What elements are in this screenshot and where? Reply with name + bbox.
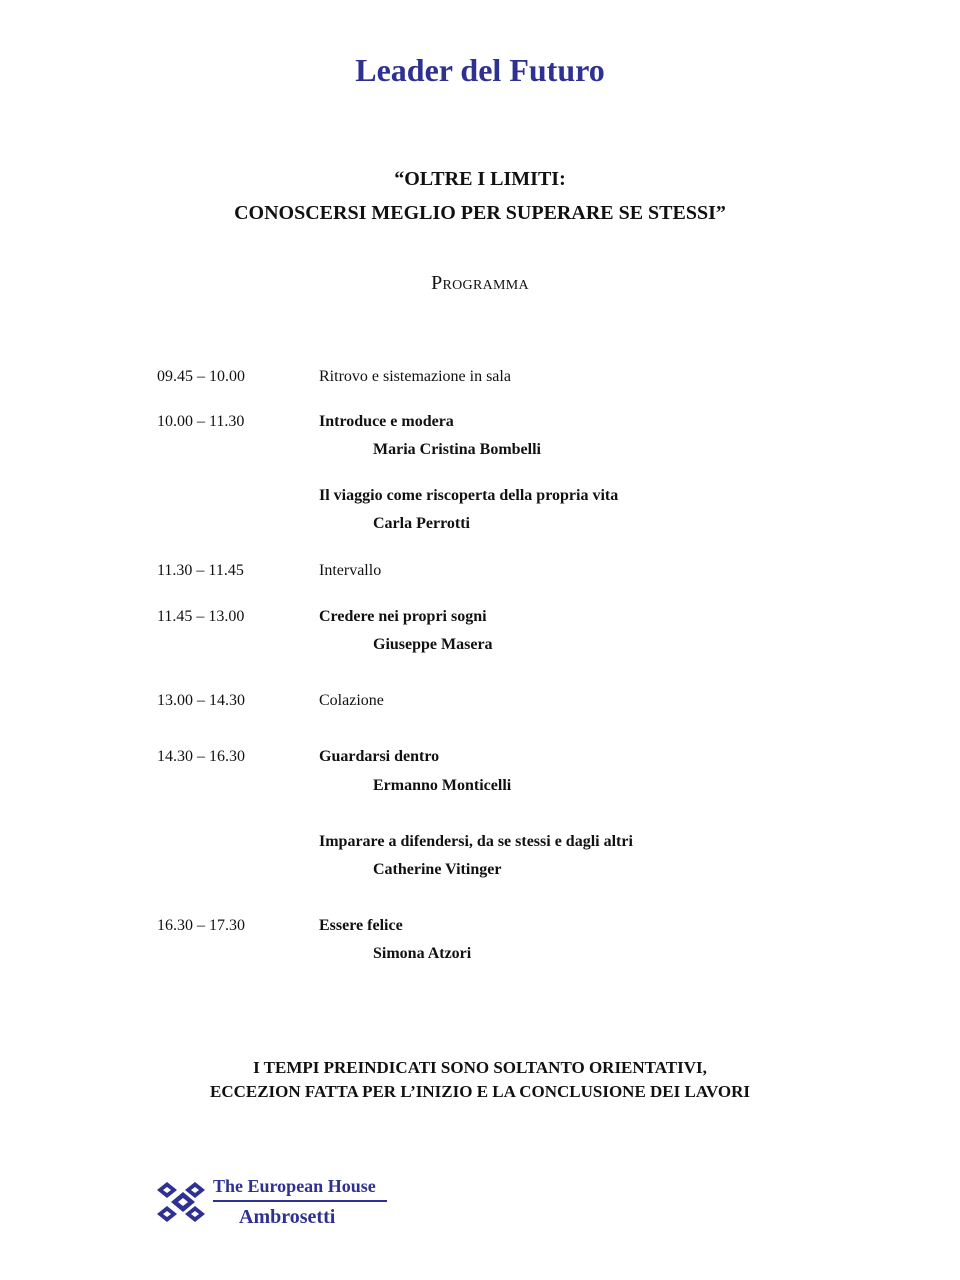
schedule-speaker: Maria Cristina Bombelli [373,441,541,458]
subtitle-line-2: CONOSCERSI MEGLIO PER SUPERARE SE STESSI” [234,202,726,224]
schedule-time: 13.00 – 14.30 [157,692,245,709]
schedule-speaker: Catherine Vitinger [373,861,502,878]
schedule-speaker: Giuseppe Masera [373,636,493,653]
schedule-item: Il viaggio come riscoperta della propria vita [319,487,619,504]
schedule-time: 16.30 – 17.30 [157,917,245,934]
schedule-item: Guardarsi dentro [319,748,440,765]
schedule-item: Imparare a difendersi, da se stessi e dagli altri [319,833,633,850]
logo-text-line-2: Ambrosetti [239,1206,336,1228]
page-title: Leader del Futuro [355,52,605,88]
logo-text-line-1: The European House [213,1176,376,1196]
schedule-time: 11.30 – 11.45 [157,562,244,579]
schedule-item: Ritrovo e sistemazione in sala [319,368,511,385]
timing-notice [0,1056,960,1104]
schedule-item: Introduce e modera [319,413,454,430]
schedule-speaker: Ermanno Monticelli [373,777,512,794]
schedule-time: 10.00 – 11.30 [157,413,245,430]
ambrosetti-logo-icon [155,1180,207,1224]
subtitle-line-1: “OLTRE I LIMITI: [394,168,566,190]
schedule-time: 09.45 – 10.00 [157,368,245,385]
schedule-item: Essere felice [319,917,403,934]
notice-line-2: ECCEZION FATTA PER L’INIZIO E LA CONCLUSIONE DEI LAVORI [209,1082,750,1101]
logo-divider [213,1200,387,1202]
schedule-item: Intervallo [319,562,382,579]
company-logo [155,1176,395,1232]
schedule-item: Colazione [319,692,384,709]
event-subtitle [0,162,960,230]
notice-line-1: I TEMPI PREINDICATI SONO SOLTANTO ORIENTATIVI, [253,1058,707,1077]
schedule-speaker: Simona Atzori [373,945,472,962]
programma-heading: Programma [431,272,529,294]
schedule-time: 14.30 – 16.30 [157,748,245,765]
schedule-item: Credere nei propri sogni [319,608,487,625]
schedule-speaker: Carla Perrotti [373,515,470,532]
schedule-time: 11.45 – 13.00 [157,608,245,625]
